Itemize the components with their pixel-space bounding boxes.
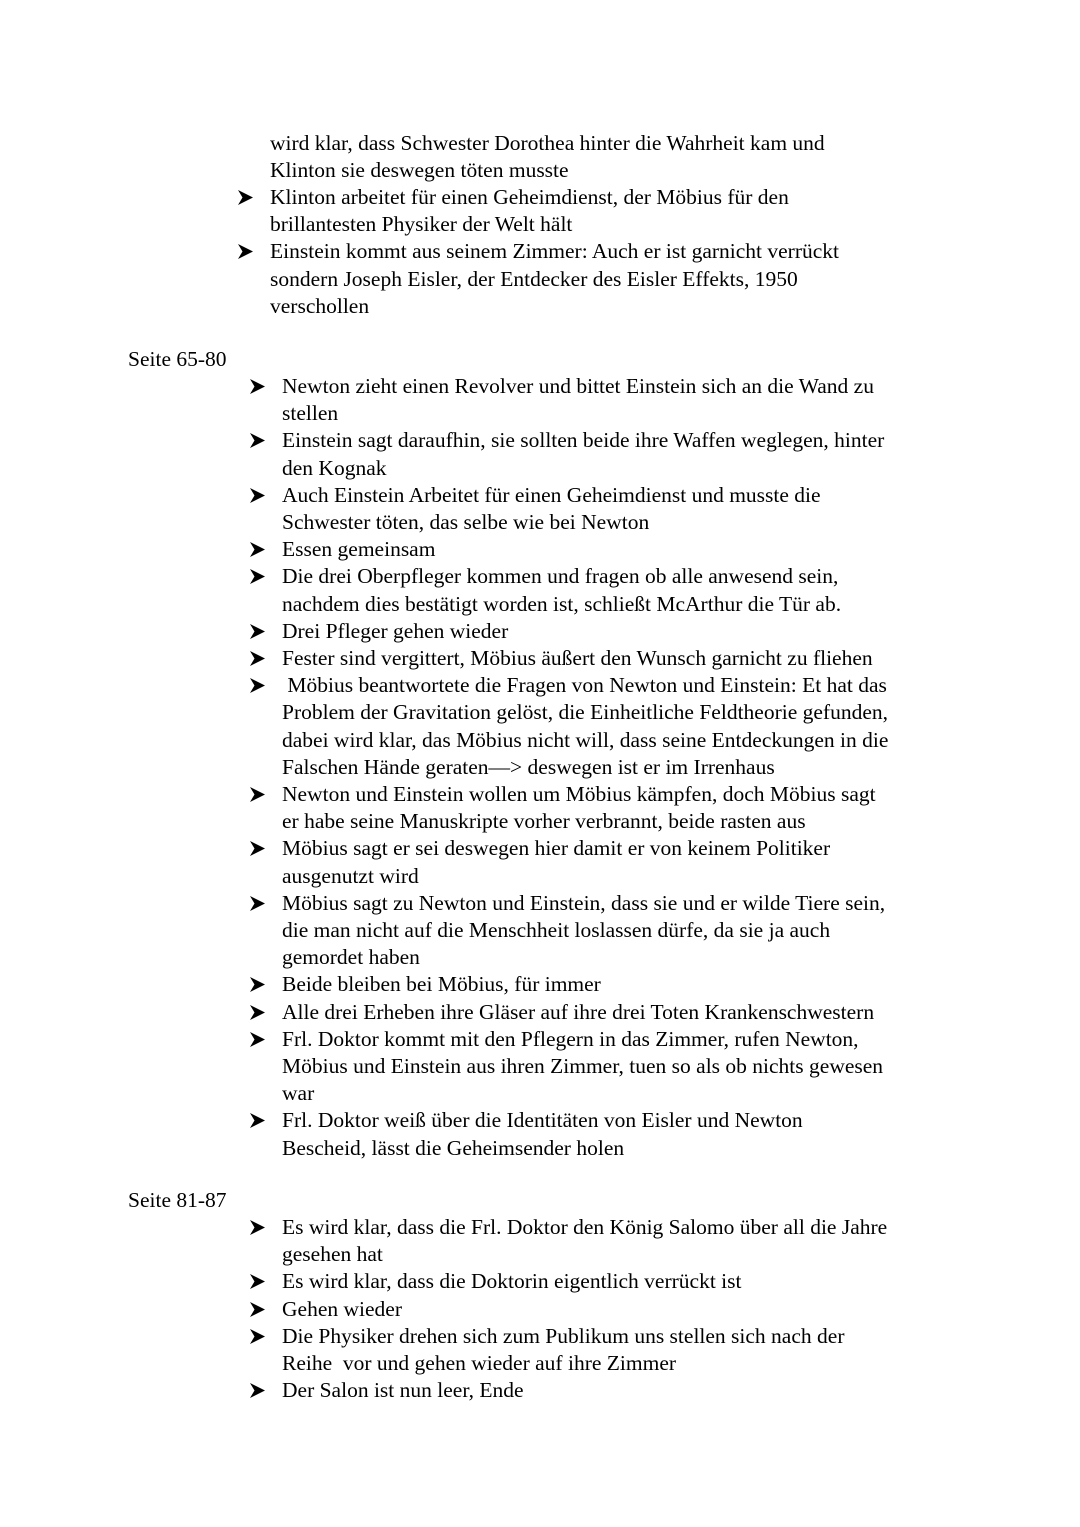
arrow-bullet-icon [250, 787, 265, 802]
arrow-bullet-icon [250, 678, 265, 693]
bullet-item [282, 536, 888, 563]
bullet-text-line: Es wird klar, dass die Doktorin eigentlich verrückt ist [282, 1269, 742, 1294]
bullet-text-line: Reihe vor und gehen wieder auf ihre Zimmer [282, 1351, 677, 1376]
arrow-bullet-icon [250, 977, 265, 992]
bullet-text-line: Einstein sagt daraufhin, sie sollten beide ihre Waffen weglegen, hinter [282, 428, 885, 453]
arrow-bullet-icon [250, 542, 265, 557]
bullet-text-line: Newton und Einstein wollen um Möbius kämpfen, doch Möbius sagt [282, 782, 876, 807]
arrow-bullet-icon [250, 488, 265, 503]
section-heading: Seite 81-87 [128, 1188, 227, 1212]
bullet-item [282, 1268, 887, 1295]
bullet-item [282, 1323, 887, 1377]
arrow-bullet-icon [238, 244, 253, 259]
arrow-bullet-icon [250, 569, 265, 584]
bullet-item [282, 373, 888, 427]
continuation-bullet-list [270, 184, 839, 320]
arrow-bullet-icon [238, 190, 253, 205]
text-line: wird klar, dass Schwester Dorothea hinter die Wahrheit kam und [270, 131, 825, 155]
bullet-text-line: Fester sind vergittert, Möbius äußert den Wunsch garnicht zu fliehen [282, 646, 873, 671]
bullet-text-line: Frl. Doktor kommt mit den Pflegern in das Zimmer, rufen Newton, [282, 1026, 859, 1051]
arrow-bullet-icon [250, 433, 265, 448]
bullet-text-line: Möbius sagt er sei deswegen hier damit er von keinem Politiker [282, 836, 831, 861]
bullet-item [282, 1026, 888, 1108]
bullet-text-line: war [282, 1081, 315, 1106]
bullet-item [282, 1296, 887, 1323]
arrow-bullet-icon [250, 1329, 265, 1344]
section-bullet-list [282, 1214, 887, 1404]
bullet-text-line: Klinton arbeitet für einen Geheimdienst, der Möbius für den [270, 185, 789, 209]
bullet-item [282, 618, 888, 645]
bullet-text-line: Möbius sagt zu Newton und Einstein, dass sie und er wilde Tiere sein, [282, 890, 886, 915]
bullet-text-line: Bescheid, lässt die Geheimsender holen [282, 1135, 625, 1160]
bullet-text-line: sondern Joseph Eisler, der Entdecker des Eisler Effekts, 1950 [270, 266, 798, 291]
arrow-bullet-icon [250, 1220, 265, 1235]
bullet-item [282, 1107, 888, 1161]
bullet-text-line: Essen gemeinsam [282, 537, 436, 562]
bullet-item [270, 238, 839, 320]
bullet-text-line: Möbius und Einstein aus ihren Zimmer, tuen so als ob nichts gewesen [282, 1054, 884, 1079]
bullet-text-line: Die drei Oberpfleger kommen und fragen ob alle anwesend sein, [282, 564, 839, 589]
bullet-text-line: Auch Einstein Arbeitet für einen Geheimdienst und musste die [282, 482, 821, 507]
bullet-text-line: Die Physiker drehen sich zum Publikum uns stellen sich nach der [282, 1323, 845, 1348]
bullet-text-line: Gehen wieder [282, 1296, 402, 1321]
arrow-bullet-icon [250, 379, 265, 394]
bullet-text-line: Drei Pfleger gehen wieder [282, 618, 509, 643]
bullet-text-line: gesehen hat [282, 1242, 383, 1267]
arrow-bullet-icon [250, 651, 265, 666]
bullet-item [282, 971, 888, 998]
bullet-text-line: er habe seine Manuskripte vorher verbrannt, beide rasten aus [282, 809, 806, 834]
arrow-bullet-icon [250, 1383, 265, 1398]
arrow-bullet-icon [250, 841, 265, 856]
arrow-bullet-icon [250, 1113, 265, 1128]
arrow-bullet-icon [250, 1302, 265, 1317]
bullet-item [282, 781, 888, 835]
bullet-item [282, 427, 888, 481]
arrow-bullet-icon [250, 896, 265, 911]
bullet-text-line: Falschen Hände geraten—> deswegen ist er im Irrenhaus [282, 754, 775, 779]
bullet-text-line: Schwester töten, das selbe wie bei Newton [282, 510, 650, 535]
bullet-text-line: die man nicht auf die Menschheit loslassen dürfe, da sie ja auch [282, 918, 831, 943]
bullet-text-line: Frl. Doktor weiß über die Identitäten von Eisler und Newton [282, 1108, 803, 1133]
bullet-text-line: dabei wird klar, das Möbius nicht will, dass seine Entdeckungen in die [282, 727, 889, 752]
bullet-text-line: verschollen [270, 293, 370, 318]
bullet-item [282, 563, 888, 617]
bullet-item [282, 645, 888, 672]
bullet-text-line: Newton zieht einen Revolver und bittet Einstein sich an die Wand zu [282, 374, 874, 398]
bullet-text-line: stellen [282, 401, 339, 426]
bullet-text-line: Einstein kommt aus seinem Zimmer: Auch er ist garnicht verrückt [270, 239, 840, 264]
bullet-text-line: Problem der Gravitation gelöst, die Einheitliche Feldtheorie gefunden, [282, 700, 889, 725]
bullet-text-line: Es wird klar, dass die Frl. Doktor den König Salomo über all die Jahre [282, 1215, 888, 1239]
bullet-item [282, 999, 888, 1026]
text-line: Klinton sie deswegen töten musste [270, 158, 569, 183]
section-heading: Seite 65-80 [128, 347, 227, 371]
bullet-item [282, 1214, 887, 1268]
bullet-text-line: ausgenutzt wird [282, 863, 419, 888]
bullet-text-line: Möbius beantwortete die Fragen von Newton und Einstein: Et hat das [282, 673, 887, 698]
bullet-text-line: Der Salon ist nun leer, Ende [282, 1378, 524, 1403]
bullet-text-line: gemordet haben [282, 945, 420, 970]
bullet-item [282, 672, 888, 781]
bullet-text-line: Beide bleiben bei Möbius, für immer [282, 972, 601, 997]
bullet-item [282, 835, 888, 889]
bullet-text-line: den Kognak [282, 455, 387, 480]
bullet-text-line: nachdem dies bestätigt worden ist, schließt McArthur die Tür ab. [282, 591, 842, 616]
bullet-item [282, 890, 888, 972]
bullet-text-line: brillantesten Physiker der Welt hält [270, 212, 573, 237]
bullet-text-line: Alle drei Erheben ihre Gläser auf ihre drei Toten Krankenschwestern [282, 999, 875, 1024]
section-bullet-list [282, 373, 888, 1162]
arrow-bullet-icon [250, 1032, 265, 1047]
arrow-bullet-icon [250, 1274, 265, 1289]
bullet-item [282, 1377, 887, 1404]
continuation-text [270, 130, 825, 184]
bullet-item [282, 482, 888, 536]
arrow-bullet-icon [250, 1005, 265, 1020]
bullet-item [270, 184, 839, 238]
arrow-bullet-icon [250, 624, 265, 639]
